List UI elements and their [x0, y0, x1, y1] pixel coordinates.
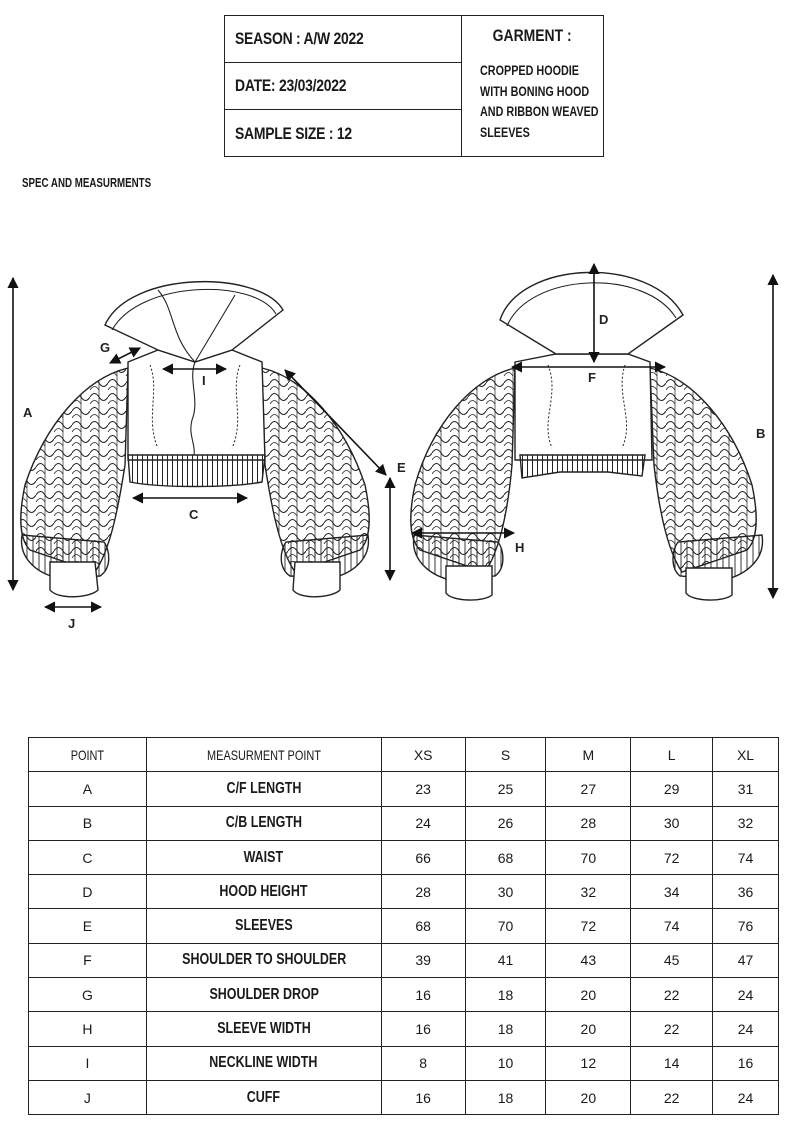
season-text: SEASON : A/W 2022 [235, 29, 364, 48]
size-value-cell: 22 [631, 1080, 713, 1114]
measure-label-h: H [515, 540, 525, 555]
size-value-cell: 18 [465, 1012, 546, 1046]
measurement-name-cell: C/F LENGTH [146, 772, 381, 806]
table-row [29, 840, 779, 874]
size-value-cell: 43 [546, 943, 631, 977]
size-value-cell: 24 [381, 806, 465, 840]
measurement-name-cell: WAIST [146, 840, 381, 874]
table-row [29, 806, 779, 840]
measurement-table [28, 737, 779, 1115]
column-header: S [465, 738, 546, 772]
measurement-name-cell: SLEEVES [146, 909, 381, 943]
size-value-cell: 36 [713, 875, 779, 909]
garment-label: GARMENT : [492, 26, 572, 45]
table-row [29, 1080, 779, 1114]
size-value-cell: 72 [546, 909, 631, 943]
table-row [29, 772, 779, 806]
measurement-name-cell: CUFF [146, 1080, 381, 1114]
size-value-cell: 47 [713, 943, 779, 977]
size-value-cell: 25 [465, 772, 546, 806]
point-cell: C [29, 840, 147, 874]
point-cell: A [29, 772, 147, 806]
size-value-cell: 68 [465, 840, 546, 874]
point-cell: B [29, 806, 147, 840]
measurement-name-cell: SLEEVE WIDTH [146, 1012, 381, 1046]
garment-flat-svg [0, 250, 800, 650]
point-cell: I [29, 1046, 147, 1080]
column-header: L [631, 738, 713, 772]
measure-label-b: B [756, 426, 766, 441]
date-field [225, 63, 461, 110]
size-value-cell: 26 [465, 806, 546, 840]
size-value-cell: 70 [465, 909, 546, 943]
size-value-cell: 34 [631, 875, 713, 909]
table-row [29, 875, 779, 909]
table-header-row [29, 738, 779, 772]
size-value-cell: 16 [381, 978, 465, 1012]
garment-description [480, 61, 610, 143]
sample-size-text: SAMPLE SIZE : 12 [235, 123, 352, 143]
size-value-cell: 31 [713, 772, 779, 806]
size-value-cell: 41 [465, 943, 546, 977]
size-value-cell: 39 [381, 943, 465, 977]
size-value-cell: 32 [546, 875, 631, 909]
measurement-name-cell: NECKLINE WIDTH [146, 1046, 381, 1080]
size-value-cell: 16 [381, 1012, 465, 1046]
measurement-name-cell: HOOD HEIGHT [146, 875, 381, 909]
size-value-cell: 29 [631, 772, 713, 806]
size-value-cell: 18 [465, 978, 546, 1012]
size-value-cell: 23 [381, 772, 465, 806]
section-title: SPEC AND MEASURMENTS [22, 176, 152, 190]
measure-label-e: E [397, 460, 406, 475]
measure-label-a: A [23, 405, 33, 420]
header-left-panel [225, 16, 462, 156]
column-header: XL [713, 738, 779, 772]
size-value-cell: 66 [381, 840, 465, 874]
size-value-cell: 16 [713, 1046, 779, 1080]
size-value-cell: 24 [713, 1012, 779, 1046]
size-value-cell: 12 [546, 1046, 631, 1080]
column-header: M [546, 738, 631, 772]
spec-header-box [224, 15, 604, 157]
size-value-cell: 8 [381, 1046, 465, 1080]
garment-line: WITH BONING HOOD [480, 83, 590, 99]
point-cell: H [29, 1012, 147, 1046]
size-value-cell: 76 [713, 909, 779, 943]
garment-technical-drawing [0, 250, 800, 650]
size-value-cell: 18 [465, 1080, 546, 1114]
column-header: POINT [29, 738, 147, 772]
size-value-cell: 74 [631, 909, 713, 943]
size-value-cell: 10 [465, 1046, 546, 1080]
size-value-cell: 24 [713, 978, 779, 1012]
size-value-cell: 22 [631, 978, 713, 1012]
size-value-cell: 28 [381, 875, 465, 909]
measurement-name-cell: SHOULDER DROP [146, 978, 381, 1012]
size-value-cell: 27 [546, 772, 631, 806]
size-value-cell: 70 [546, 840, 631, 874]
table-row [29, 909, 779, 943]
measurement-name-cell: SHOULDER TO SHOULDER [146, 943, 381, 977]
size-value-cell: 20 [546, 1080, 631, 1114]
size-value-cell: 20 [546, 1012, 631, 1046]
size-value-cell: 16 [381, 1080, 465, 1114]
front-view [21, 282, 369, 597]
garment-line: AND RIBBON WEAVED [480, 104, 599, 119]
point-cell: J [29, 1080, 147, 1114]
point-cell: F [29, 943, 147, 977]
point-cell: D [29, 875, 147, 909]
garment-panel [462, 16, 603, 156]
size-value-cell: 30 [631, 806, 713, 840]
size-value-cell: 32 [713, 806, 779, 840]
measure-label-g: G [100, 340, 111, 355]
table-row [29, 978, 779, 1012]
size-value-cell: 72 [631, 840, 713, 874]
column-header: MEASURMENT POINT [146, 738, 381, 772]
size-value-cell: 22 [631, 1012, 713, 1046]
sample-size-field [225, 110, 461, 157]
back-view [411, 272, 766, 600]
point-cell: E [29, 909, 147, 943]
table-body [29, 772, 779, 1115]
measure-label-f: F [588, 370, 596, 385]
measure-label-d: D [599, 312, 609, 327]
table-row [29, 1046, 779, 1080]
table-row [29, 943, 779, 977]
size-value-cell: 20 [546, 978, 631, 1012]
size-value-cell: 45 [631, 943, 713, 977]
point-cell: G [29, 978, 147, 1012]
column-header: XS [381, 738, 465, 772]
size-value-cell: 68 [381, 909, 465, 943]
garment-line: CROPPED HOODIE [480, 63, 580, 78]
table-row [29, 1012, 779, 1046]
measure-label-c: C [189, 507, 199, 522]
date-text: DATE: 23/03/2022 [235, 76, 347, 95]
measurement-name-cell: C/B LENGTH [146, 806, 381, 840]
measure-label-i: I [202, 373, 206, 388]
season-field [225, 16, 461, 63]
size-value-cell: 74 [713, 840, 779, 874]
measure-label-j: J [68, 616, 76, 631]
garment-line: SLEEVES [480, 124, 530, 140]
size-value-cell: 24 [713, 1080, 779, 1114]
size-value-cell: 30 [465, 875, 546, 909]
size-value-cell: 28 [546, 806, 631, 840]
size-value-cell: 14 [631, 1046, 713, 1080]
